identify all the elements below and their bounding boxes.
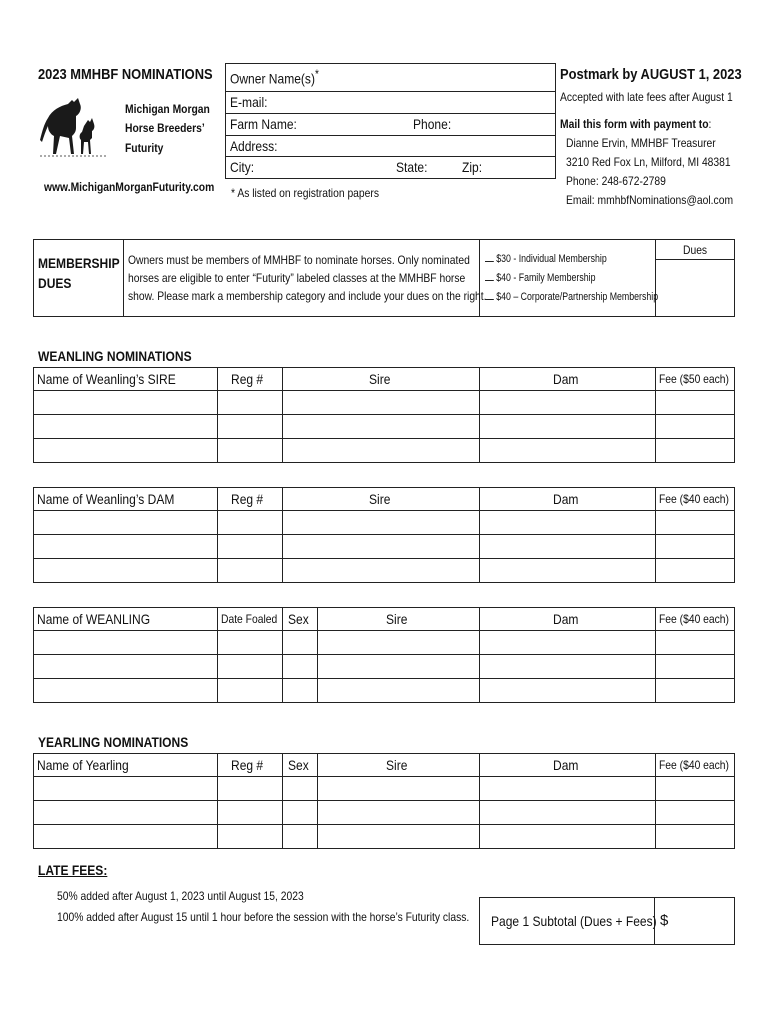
- col-date-foaled: Date Foaled: [218, 608, 283, 631]
- col-fee: Fee ($40 each): [656, 608, 735, 631]
- col-sire-name: Name of Weanling’s SIRE: [34, 368, 218, 391]
- asterisk: *: [314, 68, 319, 81]
- mail-recipient: Dianne Ervin, MMHBF Treasurer: [566, 136, 716, 150]
- col-reg: Reg #: [218, 754, 283, 777]
- zip-field-label[interactable]: Zip:: [462, 159, 483, 175]
- table-row[interactable]: [34, 415, 735, 439]
- col-dam: Dam: [480, 368, 656, 391]
- weanling-dam-table: [33, 487, 735, 583]
- yearling-table: [33, 753, 735, 849]
- table-row[interactable]: [34, 679, 735, 703]
- membership-desc-line3: show. Please mark a membership category and include your dues on the right.: [128, 289, 487, 303]
- owner-name-field[interactable]: [230, 68, 319, 87]
- table-row[interactable]: [34, 559, 735, 583]
- membership-option-corporate[interactable]: $40 – Corporate/Partnership Membership: [485, 289, 658, 303]
- horse-logo: [38, 96, 110, 158]
- late-acceptance-note: Accepted with late fees after August 1: [560, 90, 733, 104]
- membership-label-line2: DUES: [38, 275, 72, 291]
- late-fee-line2: 100% added after August 15 until 1 hour before the session with the horse’s Futurity class.: [57, 910, 470, 924]
- yearling-heading: YEARLING NOMINATIONS: [38, 734, 189, 750]
- owner-name-label: Owner Name(s): [230, 70, 315, 87]
- subtotal-amount-field[interactable]: $: [660, 912, 669, 929]
- membership-desc-line1: Owners must be members of MMHBF to nominate horses. Only nominated: [128, 253, 470, 267]
- col-sire: Sire: [318, 754, 480, 777]
- col-fee: Fee ($40 each): [656, 488, 735, 511]
- mail-instructions: [560, 117, 711, 131]
- mail-street: 3210 Red Fox Ln, Milford, MI 48381: [566, 155, 731, 169]
- checkbox-blank[interactable]: [485, 251, 494, 262]
- col-sire: Sire: [283, 368, 480, 391]
- dues-label: Dues: [683, 243, 708, 257]
- org-name-line1: Michigan Morgan: [125, 102, 210, 116]
- col-sex: Sex: [283, 608, 318, 631]
- farm-name-field-label[interactable]: Farm Name:: [230, 116, 297, 132]
- city-field-label[interactable]: City:: [230, 159, 255, 175]
- state-field-label[interactable]: State:: [396, 159, 428, 175]
- mail-phone: Phone: 248-672-2789: [566, 174, 666, 188]
- weanling-sire-table: [33, 367, 735, 463]
- table-row[interactable]: [34, 511, 735, 535]
- col-weanling-name: Name of WEANLING: [34, 608, 218, 631]
- late-fee-line1: 50% added after August 1, 2023 until August 15, 2023: [57, 889, 304, 903]
- weanling-table: [33, 607, 735, 703]
- table-row[interactable]: [34, 631, 735, 655]
- col-reg: Reg #: [218, 368, 283, 391]
- col-sex: Sex: [283, 754, 318, 777]
- postmark-deadline: Postmark by AUGUST 1, 2023: [560, 66, 742, 83]
- col-sire: Sire: [318, 608, 480, 631]
- email-field-label[interactable]: E-mail:: [230, 94, 268, 110]
- table-row[interactable]: [34, 777, 735, 801]
- col-dam: Dam: [480, 608, 656, 631]
- col-dam-name: Name of Weanling’s DAM: [34, 488, 218, 511]
- membership-option-family[interactable]: $40 - Family Membership: [485, 270, 595, 284]
- mail-colon: :: [708, 117, 712, 131]
- table-row[interactable]: [34, 655, 735, 679]
- col-fee: Fee ($40 each): [656, 754, 735, 777]
- membership-label-line1: MEMBERSHIP: [38, 255, 120, 271]
- checkbox-blank[interactable]: [485, 289, 494, 300]
- membership-option-individual[interactable]: $30 - Individual Membership: [485, 251, 607, 265]
- mail-email[interactable]: Email: mmhbfNominations@aol.com: [566, 193, 734, 207]
- form-title: 2023 MMHBF NOMINATIONS: [38, 66, 213, 83]
- table-row[interactable]: [34, 439, 735, 463]
- mail-label: Mail this form with payment to: [560, 117, 709, 131]
- table-row[interactable]: [34, 825, 735, 849]
- weanling-heading: WEANLING NOMINATIONS: [38, 348, 192, 364]
- subtotal-label: Page 1 Subtotal (Dues + Fees): [491, 913, 657, 929]
- col-sire: Sire: [283, 488, 480, 511]
- table-row[interactable]: [34, 391, 735, 415]
- col-yearling-name: Name of Yearling: [34, 754, 218, 777]
- table-row[interactable]: [34, 801, 735, 825]
- address-field-label[interactable]: Address:: [230, 138, 278, 154]
- col-dam: Dam: [480, 754, 656, 777]
- website-link[interactable]: www.MichiganMorganFuturity.com: [44, 180, 215, 194]
- col-fee: Fee ($50 each): [656, 368, 735, 391]
- registration-note: * As listed on registration papers: [231, 186, 380, 200]
- org-name-line2: Horse Breeders’: [125, 121, 205, 135]
- dues-amount-field[interactable]: [657, 261, 732, 313]
- late-fees-heading: LATE FEES:: [38, 862, 108, 878]
- org-name-line3: Futurity: [125, 141, 164, 155]
- col-reg: Reg #: [218, 488, 283, 511]
- phone-field-label[interactable]: Phone:: [413, 116, 452, 132]
- membership-desc-line2: horses are eligible to enter “Futurity” labeled classes at the MMHBF horse: [128, 271, 466, 285]
- col-dam: Dam: [480, 488, 656, 511]
- checkbox-blank[interactable]: [485, 270, 494, 281]
- table-row[interactable]: [34, 535, 735, 559]
